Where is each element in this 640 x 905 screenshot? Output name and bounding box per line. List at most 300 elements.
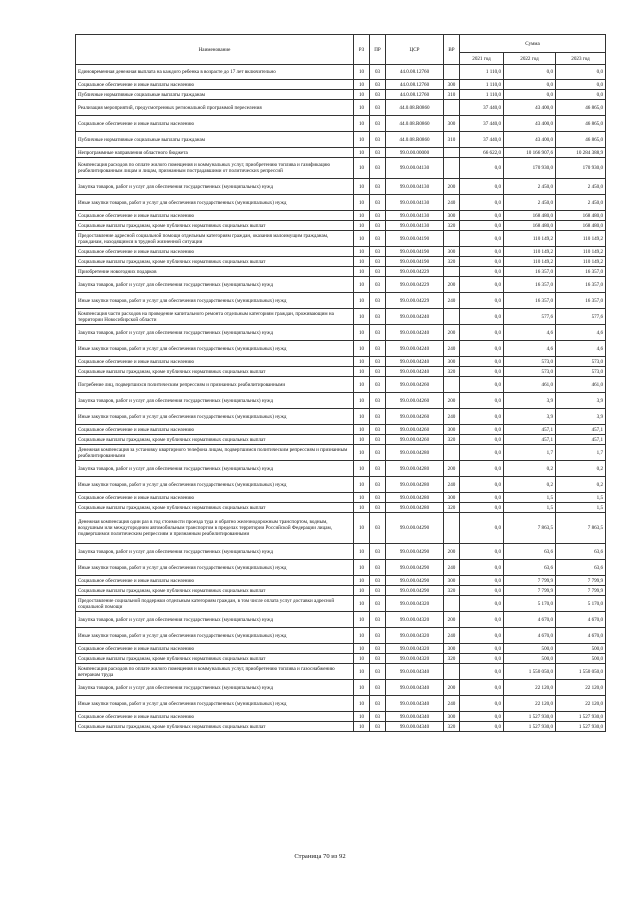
- cell-rz: 10: [354, 680, 370, 696]
- cell-rz: 10: [354, 341, 370, 357]
- cell-2021: 0,0: [460, 654, 504, 664]
- cell-pr: 03: [370, 513, 386, 544]
- cell-csr: 44.0.08.R0860: [386, 132, 444, 148]
- cell-name: Иные закупки товаров, работ и услуг для обеспечения государственных (муниципальных) нужд: [76, 628, 354, 644]
- cell-pr: 03: [370, 576, 386, 586]
- cell-2021: 1 110,0: [460, 90, 504, 100]
- table-row: [76, 644, 606, 654]
- table-row: [76, 293, 606, 309]
- cell-rz: 10: [354, 560, 370, 576]
- cell-2021: 0,0: [460, 158, 504, 179]
- cell-rz: 10: [354, 477, 370, 493]
- cell-2022: 2 450,0: [504, 179, 556, 195]
- cell-csr: 99.0.00.04280: [386, 503, 444, 513]
- cell-2023: 16 357,0: [556, 293, 606, 309]
- cell-2022: 0,0: [504, 90, 556, 100]
- cell-vr: [444, 148, 460, 158]
- cell-2021: 1 110,0: [460, 65, 504, 80]
- cell-pr: 03: [370, 195, 386, 211]
- cell-csr: 99.0.00.04229: [386, 267, 444, 277]
- cell-2022: 3,9: [504, 409, 556, 425]
- cell-2022: 170 930,0: [504, 158, 556, 179]
- cell-2023: 3,9: [556, 393, 606, 409]
- col-header-2021: 2021 год: [460, 53, 504, 65]
- cell-rz: 10: [354, 211, 370, 221]
- cell-vr: 200: [444, 461, 460, 477]
- cell-name: Публичные нормативные социальные выплаты гражданам: [76, 132, 354, 148]
- cell-2022: 1 550 050,0: [504, 664, 556, 680]
- cell-csr: 99.0.00.04240: [386, 341, 444, 357]
- cell-2022: 573,0: [504, 367, 556, 377]
- cell-rz: 10: [354, 576, 370, 586]
- cell-rz: 10: [354, 65, 370, 80]
- cell-pr: 03: [370, 65, 386, 80]
- cell-csr: 44.0.08.12760: [386, 90, 444, 100]
- cell-vr: [444, 231, 460, 247]
- cell-2021: 0,0: [460, 409, 504, 425]
- cell-2021: 0,0: [460, 493, 504, 503]
- cell-rz: 10: [354, 158, 370, 179]
- cell-2022: 110 149,2: [504, 231, 556, 247]
- cell-rz: 10: [354, 277, 370, 293]
- cell-rz: 10: [354, 357, 370, 367]
- cell-2021: 0,0: [460, 221, 504, 231]
- cell-2022: 577,6: [504, 309, 556, 325]
- cell-name: Предоставление социальной поддержки отдельным категориям граждан, в том числе оплата услуг доставки адресной социальной помощи: [76, 596, 354, 612]
- cell-2022: 4,6: [504, 341, 556, 357]
- cell-name: Единовременная денежная выплата на каждого ребенка в возрасте до 17 лет включительно: [76, 65, 354, 80]
- cell-name: Социальное обеспечение и иные выплаты населению: [76, 211, 354, 221]
- cell-2021: 0,0: [460, 195, 504, 211]
- cell-2021: 0,0: [460, 425, 504, 435]
- cell-vr: 300: [444, 425, 460, 435]
- cell-vr: 310: [444, 132, 460, 148]
- cell-vr: 200: [444, 544, 460, 560]
- cell-rz: 10: [354, 393, 370, 409]
- col-header-name: Наименование: [76, 35, 354, 65]
- cell-2021: 0,0: [460, 211, 504, 221]
- cell-vr: 320: [444, 221, 460, 231]
- table-row: [76, 221, 606, 231]
- cell-pr: 03: [370, 116, 386, 132]
- cell-pr: 03: [370, 221, 386, 231]
- cell-pr: 03: [370, 393, 386, 409]
- cell-2022: 1,5: [504, 503, 556, 513]
- cell-rz: 10: [354, 132, 370, 148]
- cell-2022: 5 170,0: [504, 596, 556, 612]
- cell-csr: 99.0.00.04340: [386, 696, 444, 712]
- cell-csr: 99.0.00.04280: [386, 493, 444, 503]
- cell-vr: 320: [444, 367, 460, 377]
- cell-name: Иные закупки товаров, работ и услуг для обеспечения государственных (муниципальных) нужд: [76, 409, 354, 425]
- cell-vr: 240: [444, 477, 460, 493]
- cell-2021: 0,0: [460, 576, 504, 586]
- table-row: [76, 116, 606, 132]
- cell-csr: 99.0.00.04280: [386, 477, 444, 493]
- cell-name: Иные закупки товаров, работ и услуг для обеспечения государственных (муниципальных) нужд: [76, 477, 354, 493]
- cell-rz: 10: [354, 80, 370, 90]
- table-row: [76, 503, 606, 513]
- budget-table: [75, 34, 606, 732]
- cell-vr: 200: [444, 179, 460, 195]
- cell-2022: 1 527 930,0: [504, 712, 556, 722]
- cell-2023: 1 527 930,0: [556, 712, 606, 722]
- cell-name: Иные закупки товаров, работ и услуг для обеспечения государственных (муниципальных) нужд: [76, 195, 354, 211]
- cell-2021: 0,0: [460, 435, 504, 445]
- cell-name: Иные закупки товаров, работ и услуг для обеспечения государственных (муниципальных) нужд: [76, 560, 354, 576]
- cell-name: Иные закупки товаров, работ и услуг для обеспечения государственных (муниципальных) нужд: [76, 293, 354, 309]
- cell-name: Социальные выплаты гражданам, кроме публичных нормативных социальных выплат: [76, 586, 354, 596]
- cell-rz: 10: [354, 293, 370, 309]
- page-number: Страница 70 из 92: [294, 853, 346, 860]
- cell-2022: 16 357,0: [504, 293, 556, 309]
- cell-vr: [444, 267, 460, 277]
- cell-rz: 10: [354, 425, 370, 435]
- cell-2022: 7 799,9: [504, 576, 556, 586]
- cell-2022: 4 670,0: [504, 628, 556, 644]
- cell-2023: 1,5: [556, 503, 606, 513]
- cell-csr: 99.0.00.04240: [386, 325, 444, 341]
- cell-vr: [444, 377, 460, 393]
- cell-name: Социальное обеспечение и иные выплаты населению: [76, 116, 354, 132]
- cell-csr: 99.0.00.04280: [386, 445, 444, 461]
- cell-name: Социальное обеспечение и иные выплаты населению: [76, 712, 354, 722]
- cell-2022: 0,2: [504, 461, 556, 477]
- cell-name: Предоставление адресной социальной помощи отдельным категориям граждан, оказания малоимущим гражданам, гражданам, находящимся в трудной жизненной ситуации: [76, 231, 354, 247]
- cell-rz: 10: [354, 100, 370, 116]
- cell-name: Социальное обеспечение и иные выплаты населению: [76, 425, 354, 435]
- table-row: [76, 90, 606, 100]
- cell-2021: 0,0: [460, 696, 504, 712]
- cell-pr: 03: [370, 148, 386, 158]
- cell-2021: 0,0: [460, 477, 504, 493]
- cell-2023: 500,0: [556, 644, 606, 654]
- cell-2021: 0,0: [460, 357, 504, 367]
- table-row: [76, 712, 606, 722]
- cell-rz: 10: [354, 628, 370, 644]
- cell-rz: 10: [354, 267, 370, 277]
- cell-2023: 46 865,0: [556, 116, 606, 132]
- cell-2021: 0,0: [460, 309, 504, 325]
- cell-2023: 4,6: [556, 325, 606, 341]
- cell-2023: 16 357,0: [556, 267, 606, 277]
- cell-2022: 1,7: [504, 445, 556, 461]
- cell-2022: 110 149,2: [504, 257, 556, 267]
- cell-name: Социальное обеспечение и иные выплаты населению: [76, 247, 354, 257]
- cell-vr: 300: [444, 247, 460, 257]
- cell-csr: 99.0.00.04240: [386, 309, 444, 325]
- cell-2023: 5 170,0: [556, 596, 606, 612]
- table-row: [76, 493, 606, 503]
- cell-csr: 99.0.00.04130: [386, 158, 444, 179]
- cell-name: Социальные выплаты гражданам, кроме публичных нормативных социальных выплат: [76, 221, 354, 231]
- cell-rz: 10: [354, 221, 370, 231]
- cell-name: Социальные выплаты гражданам, кроме публичных нормативных социальных выплат: [76, 654, 354, 664]
- cell-csr: 99.0.00.04190: [386, 257, 444, 267]
- cell-vr: 200: [444, 393, 460, 409]
- table-row: [76, 586, 606, 596]
- cell-rz: 10: [354, 493, 370, 503]
- cell-rz: 10: [354, 712, 370, 722]
- cell-rz: 10: [354, 257, 370, 267]
- cell-2022: 0,0: [504, 65, 556, 80]
- cell-vr: 320: [444, 257, 460, 267]
- cell-name: Закупка товаров, работ и услуг для обеспечения государственных (муниципальных) нужд: [76, 544, 354, 560]
- cell-rz: 10: [354, 445, 370, 461]
- table-row: [76, 277, 606, 293]
- cell-2023: 573,0: [556, 357, 606, 367]
- cell-pr: 03: [370, 722, 386, 732]
- cell-rz: 10: [354, 722, 370, 732]
- cell-2023: 1 550 050,0: [556, 664, 606, 680]
- cell-2021: 0,0: [460, 586, 504, 596]
- cell-pr: 03: [370, 247, 386, 257]
- cell-2021: 37 440,0: [460, 100, 504, 116]
- cell-2022: 0,0: [504, 80, 556, 90]
- cell-rz: 10: [354, 435, 370, 445]
- table-row: [76, 576, 606, 586]
- cell-csr: 99.0.00.04260: [386, 377, 444, 393]
- cell-vr: 300: [444, 116, 460, 132]
- cell-csr: 44.0.08.12760: [386, 80, 444, 90]
- cell-csr: 99.0.00.04260: [386, 409, 444, 425]
- cell-name: Компенсация расходов по оплате жилого помещения и коммунальных услуг, приобретению топлива и газоснабжению ветеранам труда: [76, 664, 354, 680]
- cell-pr: 03: [370, 341, 386, 357]
- cell-csr: 99.0.00.00000: [386, 148, 444, 158]
- cell-2022: 3,9: [504, 393, 556, 409]
- cell-csr: 99.0.00.04229: [386, 277, 444, 293]
- cell-rz: 10: [354, 179, 370, 195]
- cell-pr: 03: [370, 596, 386, 612]
- cell-rz: 10: [354, 696, 370, 712]
- col-header-rz: РЗ: [354, 35, 370, 65]
- cell-2023: 168 480,0: [556, 221, 606, 231]
- cell-csr: 99.0.00.04290: [386, 576, 444, 586]
- cell-2023: 500,0: [556, 654, 606, 664]
- table-row: [76, 377, 606, 393]
- cell-pr: 03: [370, 377, 386, 393]
- cell-2023: 2 450,0: [556, 179, 606, 195]
- table-row: [76, 654, 606, 664]
- table-row: [76, 696, 606, 712]
- cell-name: Погребение лиц, подвергшихся политическим репрессиям и признанных реабилитированными: [76, 377, 354, 393]
- cell-vr: 240: [444, 341, 460, 357]
- cell-csr: 99.0.00.04130: [386, 221, 444, 231]
- table-row: [76, 425, 606, 435]
- budget-table-sheet: [75, 34, 605, 732]
- cell-csr: 99.0.00.04130: [386, 211, 444, 221]
- col-header-vr: ВР: [444, 35, 460, 65]
- cell-csr: 99.0.00.04190: [386, 247, 444, 257]
- table-row: [76, 257, 606, 267]
- cell-name: Социальное обеспечение и иные выплаты населению: [76, 493, 354, 503]
- cell-2021: 0,0: [460, 503, 504, 513]
- cell-2023: 4 670,0: [556, 612, 606, 628]
- cell-csr: 99.0.00.04320: [386, 644, 444, 654]
- cell-pr: 03: [370, 257, 386, 267]
- cell-vr: 320: [444, 586, 460, 596]
- cell-csr: 99.0.00.04340: [386, 680, 444, 696]
- cell-2021: 0,0: [460, 179, 504, 195]
- cell-2023: 457,1: [556, 425, 606, 435]
- cell-2021: 0,0: [460, 325, 504, 341]
- cell-vr: 200: [444, 680, 460, 696]
- table-row: [76, 195, 606, 211]
- cell-csr: 99.0.00.04320: [386, 612, 444, 628]
- cell-2022: 457,1: [504, 435, 556, 445]
- cell-csr: 99.0.00.04290: [386, 544, 444, 560]
- table-row: [76, 325, 606, 341]
- cell-2022: 500,0: [504, 654, 556, 664]
- table-body: [76, 65, 606, 732]
- cell-2021: 0,0: [460, 722, 504, 732]
- cell-vr: 200: [444, 277, 460, 293]
- cell-vr: 240: [444, 293, 460, 309]
- cell-vr: 300: [444, 211, 460, 221]
- cell-2023: 22 120,0: [556, 696, 606, 712]
- col-header-2022: 2022 год: [504, 53, 556, 65]
- cell-pr: 03: [370, 267, 386, 277]
- table-row: [76, 367, 606, 377]
- cell-vr: 300: [444, 493, 460, 503]
- cell-name: Социальное обеспечение и иные выплаты населению: [76, 80, 354, 90]
- cell-2022: 110 149,2: [504, 247, 556, 257]
- cell-pr: 03: [370, 325, 386, 341]
- table-row: [76, 612, 606, 628]
- cell-rz: 10: [354, 664, 370, 680]
- cell-vr: 240: [444, 560, 460, 576]
- cell-name: Социальные выплаты гражданам, кроме публичных нормативных социальных выплат: [76, 367, 354, 377]
- cell-2023: 46 865,0: [556, 100, 606, 116]
- cell-pr: 03: [370, 461, 386, 477]
- cell-pr: 03: [370, 696, 386, 712]
- cell-2022: 43 400,0: [504, 100, 556, 116]
- cell-pr: 03: [370, 367, 386, 377]
- cell-rz: 10: [354, 309, 370, 325]
- cell-2023: 22 120,0: [556, 680, 606, 696]
- table-row: [76, 544, 606, 560]
- cell-pr: 03: [370, 132, 386, 148]
- cell-2022: 63,6: [504, 544, 556, 560]
- table-row: [76, 477, 606, 493]
- cell-csr: 99.0.00.04240: [386, 367, 444, 377]
- cell-name: Закупка товаров, работ и услуг для обеспечения государственных (муниципальных) нужд: [76, 612, 354, 628]
- col-header-2023: 2023 год: [556, 53, 606, 65]
- cell-csr: 44.0.08.12760: [386, 65, 444, 80]
- cell-vr: 320: [444, 435, 460, 445]
- cell-2021: 0,0: [460, 247, 504, 257]
- cell-2021: 0,0: [460, 712, 504, 722]
- cell-csr: 99.0.00.04290: [386, 513, 444, 544]
- cell-2021: 0,0: [460, 612, 504, 628]
- cell-2022: 461,0: [504, 377, 556, 393]
- cell-2023: 3,9: [556, 409, 606, 425]
- cell-pr: 03: [370, 231, 386, 247]
- cell-2023: 0,0: [556, 80, 606, 90]
- cell-2021: 66 622,0: [460, 148, 504, 158]
- cell-2023: 63,6: [556, 544, 606, 560]
- cell-2021: 0,0: [460, 267, 504, 277]
- cell-rz: 10: [354, 586, 370, 596]
- cell-name: Социальные выплаты гражданам, кроме публичных нормативных социальных выплат: [76, 722, 354, 732]
- cell-vr: 300: [444, 80, 460, 90]
- cell-2021: 37 440,0: [460, 116, 504, 132]
- cell-2022: 22 120,0: [504, 696, 556, 712]
- cell-2023: 7 863,5: [556, 513, 606, 544]
- table-row: [76, 560, 606, 576]
- cell-vr: 200: [444, 325, 460, 341]
- cell-csr: 99.0.00.04130: [386, 195, 444, 211]
- cell-2023: 2 450,0: [556, 195, 606, 211]
- cell-2023: 7 799,9: [556, 576, 606, 586]
- cell-2023: 461,0: [556, 377, 606, 393]
- cell-rz: 10: [354, 377, 370, 393]
- table-row: [76, 445, 606, 461]
- cell-rz: 10: [354, 461, 370, 477]
- cell-2023: 0,0: [556, 90, 606, 100]
- cell-vr: 320: [444, 722, 460, 732]
- table-row: [76, 80, 606, 90]
- cell-vr: 240: [444, 195, 460, 211]
- cell-vr: 300: [444, 712, 460, 722]
- table-row: [76, 65, 606, 80]
- cell-name: Иные закупки товаров, работ и услуг для обеспечения государственных (муниципальных) нужд: [76, 696, 354, 712]
- cell-name: Закупка товаров, работ и услуг для обеспечения государственных (муниципальных) нужд: [76, 277, 354, 293]
- cell-csr: 99.0.00.04260: [386, 435, 444, 445]
- cell-name: Иные закупки товаров, работ и услуг для обеспечения государственных (муниципальных) нужд: [76, 341, 354, 357]
- cell-2021: 0,0: [460, 445, 504, 461]
- cell-pr: 03: [370, 493, 386, 503]
- cell-2021: 0,0: [460, 393, 504, 409]
- cell-2022: 7 863,5: [504, 513, 556, 544]
- col-header-pr: ПР: [370, 35, 386, 65]
- cell-2022: 0,2: [504, 477, 556, 493]
- cell-rz: 10: [354, 231, 370, 247]
- cell-csr: 99.0.00.04280: [386, 461, 444, 477]
- cell-name: Денежная компенсация один раз в год стоимости проезда туда и обратно железнодорожным транспортом, водным, воздушным или междугородним автомобильным транспортом в пределах территории Российской Федерации лицам, подвергшимся политическим репрессиям и признанным реабилитированными: [76, 513, 354, 544]
- cell-2021: 0,0: [460, 293, 504, 309]
- table-row: [76, 664, 606, 680]
- cell-name: Социальные выплаты гражданам, кроме публичных нормативных социальных выплат: [76, 257, 354, 267]
- cell-rz: 10: [354, 654, 370, 664]
- cell-pr: 03: [370, 435, 386, 445]
- table-row: [76, 267, 606, 277]
- cell-2023: 0,2: [556, 461, 606, 477]
- cell-pr: 03: [370, 309, 386, 325]
- cell-pr: 03: [370, 80, 386, 90]
- cell-pr: 03: [370, 445, 386, 461]
- cell-2021: 0,0: [460, 377, 504, 393]
- cell-2022: 10 166 907,6: [504, 148, 556, 158]
- cell-2021: 0,0: [460, 644, 504, 654]
- table-row: [76, 179, 606, 195]
- cell-2023: 573,0: [556, 367, 606, 377]
- cell-name: Социальные выплаты гражданам, кроме публичных нормативных социальных выплат: [76, 503, 354, 513]
- cell-csr: 99.0.00.04340: [386, 722, 444, 732]
- cell-csr: 99.0.00.04320: [386, 628, 444, 644]
- cell-csr: 99.0.00.04320: [386, 596, 444, 612]
- cell-vr: [444, 100, 460, 116]
- cell-pr: 03: [370, 712, 386, 722]
- cell-2023: 0,2: [556, 477, 606, 493]
- table-row: [76, 722, 606, 732]
- cell-2022: 168 480,0: [504, 211, 556, 221]
- cell-2023: 4 670,0: [556, 628, 606, 644]
- table-row: [76, 513, 606, 544]
- cell-2022: 500,0: [504, 644, 556, 654]
- cell-2023: 110 149,2: [556, 231, 606, 247]
- cell-vr: 300: [444, 644, 460, 654]
